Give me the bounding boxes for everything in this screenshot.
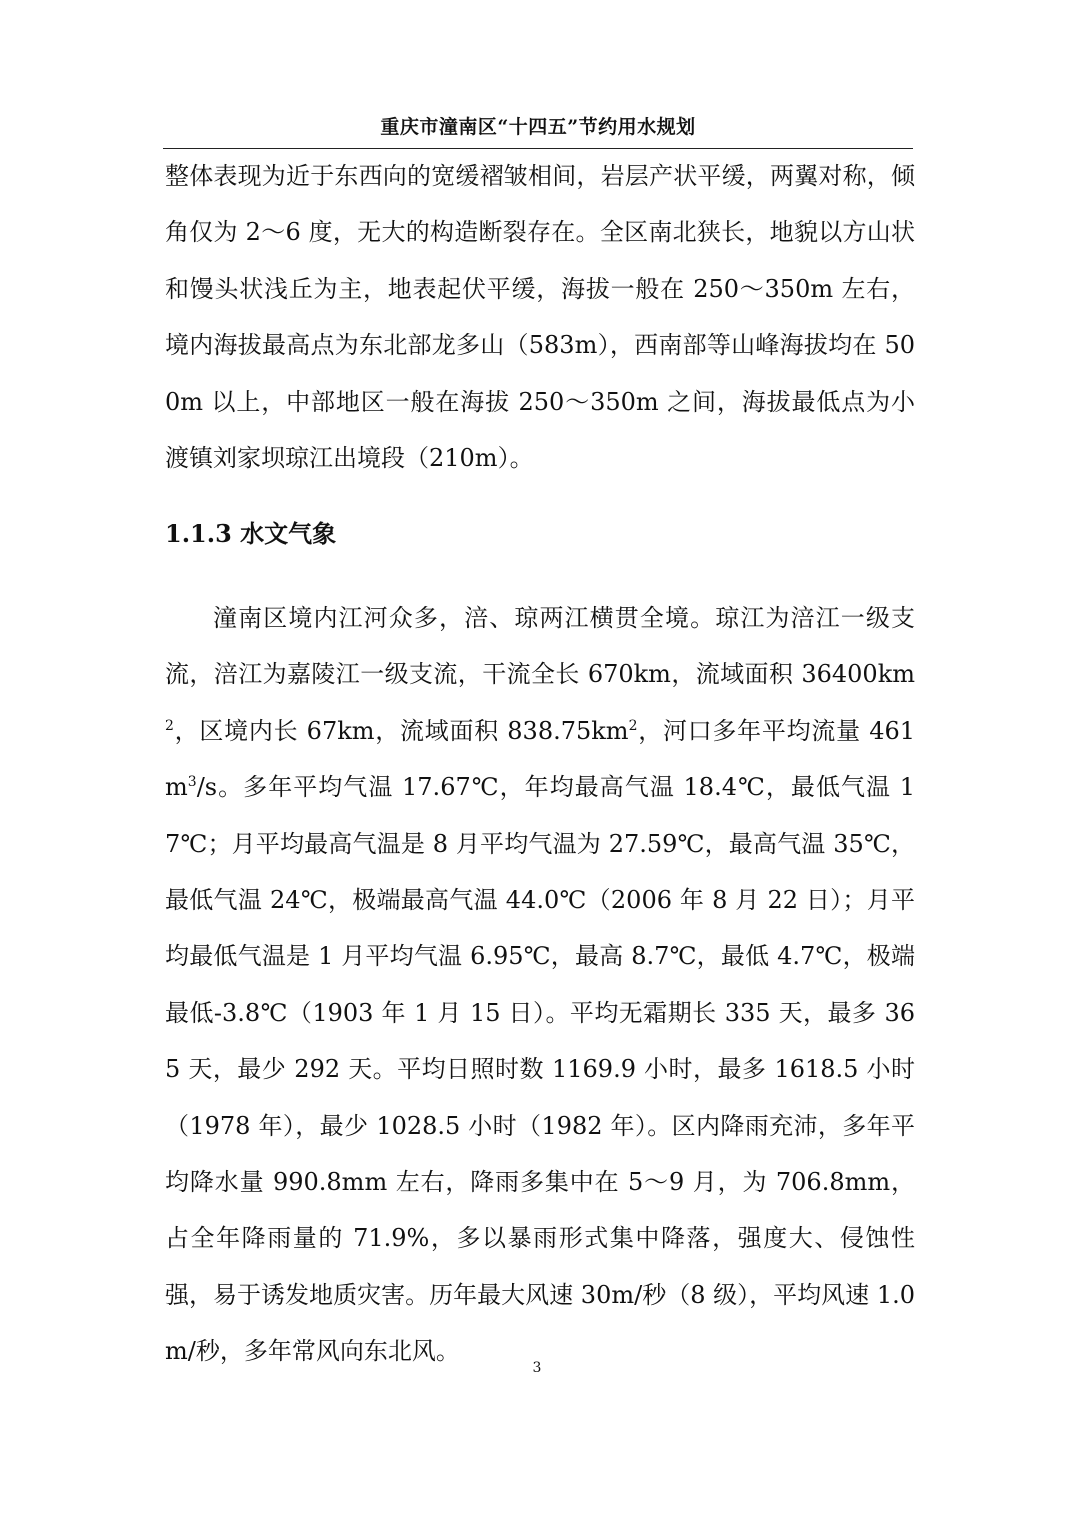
paragraph-text-segment: ，区境内长 67km，流域面积 838.75km (173, 716, 629, 745)
paragraph-hydrology-climate (165, 590, 915, 1380)
paragraph-text-segment: 潼南区境内江河众多，涪、琼两江横贯全境。琼江为涪江一级支流，涪江为嘉陵江一级支流，干流全长 670km，流域面积 36400km (165, 604, 915, 689)
paragraph-text-segment: /s。多年平均气温 17.67℃，年均最高气温 18.4℃，最低气温 17℃；月平均最高气温是 8 月平均气温为 27.59℃，最高气温 35℃，最低气温 24℃，极端最高气温 44.0℃（2006 年 8 月 22 日）；月平均最低气温是 1 月平均气温 6.95℃，最高 8.7℃，最低 4.7℃，极端最低-3.8℃（1903 年 1 月 15 日）。平均无霜期长 335 天，最多 365 天，最少 292 天。平均日照时数 1169.9 小时，最多 1618.5 小时（1978 年），最少 1028.5 小时（1982 年）。区内降雨充沛，多年平均降水量 990.8mm 左右，降雨多集中在 5～9 月，为 706.8mm，占全年降雨量的 71.9%，多以暴雨形式集中降落，强度大、侵蚀性强，易于诱发地质灾害。历年最大风速 30m/秒（8 级），平均风速 1.0m/秒，多年常风向东北风。 (165, 773, 915, 1366)
page-number: 3 (532, 1360, 542, 1376)
running-header: 重庆市潼南区“十四五”节约用水规划 (163, 112, 913, 149)
paragraph-terrain: 整体表现为近于东西向的宽缓褶皱相间，岩层产状平缓，两翼对称，倾角仅为 2～6 度，无大的构造断裂存在。全区南北狭长，地貌以方山状和馒头状浅丘为主，地表起伏平缓，海拔一般在 250～350m 左右，境内海拔最高点为东北部龙多山（583m），西南部等山峰海拔均在 500m 以上，中部地区一般在海拔 250～350m 之间，海拔最低点为小渡镇刘家坝琼江出境段（210m）。 (165, 162, 915, 473)
superscript-cubed: 3 (187, 774, 197, 791)
section-heading-hydrology: 1.1.3 水文气象 (165, 519, 337, 548)
superscript-squared: 2 (165, 717, 174, 734)
paragraph-text-segment: ，河口多年平均流量 461m (165, 716, 916, 802)
superscript-squared: 2 (628, 717, 638, 734)
